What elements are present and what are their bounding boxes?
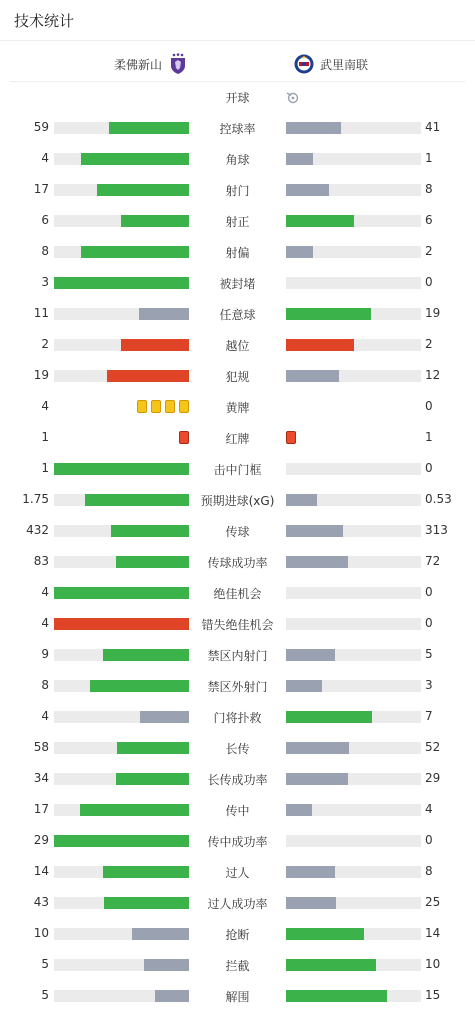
away-value: 0 bbox=[425, 275, 433, 289]
away-bar-fill bbox=[286, 525, 343, 537]
stat-label: 抢断 bbox=[225, 928, 250, 942]
away-bar-track bbox=[286, 804, 421, 816]
away-value: 2 bbox=[425, 244, 433, 258]
away-bar-track bbox=[286, 308, 421, 320]
home-value: 29 bbox=[33, 833, 49, 847]
stat-label: 传球成功率 bbox=[207, 556, 268, 570]
home-bar-fill bbox=[111, 525, 189, 537]
stat-row bbox=[0, 888, 475, 919]
home-bar-fill bbox=[81, 153, 189, 165]
home-value: 34 bbox=[33, 771, 49, 785]
home-value: 17 bbox=[33, 182, 49, 196]
home-bar-fill bbox=[97, 184, 189, 196]
home-bar-fill bbox=[103, 649, 189, 661]
away-bar-track bbox=[286, 649, 421, 661]
away-bar-fill bbox=[286, 990, 387, 1002]
home-bar-track bbox=[54, 246, 189, 258]
stat-row bbox=[0, 981, 475, 1012]
stat-label: 控球率 bbox=[219, 122, 256, 136]
stat-row bbox=[0, 578, 475, 609]
away-bar-track bbox=[286, 680, 421, 692]
stat-row bbox=[0, 485, 475, 516]
home-value: 1.75 bbox=[22, 492, 49, 506]
home-value: 10 bbox=[33, 926, 49, 940]
away-value: 4 bbox=[425, 802, 433, 816]
stat-row bbox=[0, 547, 475, 578]
home-bar-track bbox=[54, 587, 189, 599]
away-bar-track bbox=[286, 122, 421, 134]
home-value: 4 bbox=[41, 709, 49, 723]
away-value: 12 bbox=[425, 368, 441, 382]
away-bar-track bbox=[286, 463, 421, 475]
stat-row bbox=[0, 206, 475, 237]
away-team-badge-icon bbox=[294, 53, 314, 75]
stat-label: 长传成功率 bbox=[207, 773, 268, 787]
title-divider bbox=[0, 40, 475, 41]
away-value: 41 bbox=[425, 120, 441, 134]
home-bar-track bbox=[54, 742, 189, 754]
away-bar-fill bbox=[286, 370, 339, 382]
home-bar-track bbox=[54, 928, 189, 940]
away-value: 52 bbox=[425, 740, 441, 754]
stat-label: 开球 bbox=[225, 91, 250, 105]
home-value: 3 bbox=[41, 275, 49, 289]
home-cards bbox=[179, 431, 189, 444]
yellow-card-icon bbox=[137, 400, 147, 413]
home-bar-fill bbox=[103, 866, 189, 878]
home-value: 1 bbox=[41, 461, 49, 475]
home-value: 58 bbox=[33, 740, 49, 754]
away-value: 0 bbox=[425, 399, 433, 413]
stat-row bbox=[0, 795, 475, 826]
home-bar-fill bbox=[54, 463, 189, 475]
home-bar-fill bbox=[80, 804, 189, 816]
home-value: 17 bbox=[33, 802, 49, 816]
away-bar-track bbox=[286, 990, 421, 1002]
away-team-name: 武里南联 bbox=[320, 57, 369, 72]
home-bar-track bbox=[54, 680, 189, 692]
away-value: 0.53 bbox=[425, 492, 452, 506]
stat-label: 拦截 bbox=[225, 959, 250, 973]
home-bar-fill bbox=[139, 308, 189, 320]
stat-row bbox=[0, 237, 475, 268]
away-bar-track bbox=[286, 928, 421, 940]
home-value: 43 bbox=[33, 895, 49, 909]
away-value: 25 bbox=[425, 895, 441, 909]
home-team-name: 柔佛新山 bbox=[113, 57, 162, 72]
away-bar-fill bbox=[286, 773, 348, 785]
stat-row bbox=[0, 454, 475, 485]
stat-row bbox=[0, 764, 475, 795]
stat-label: 解围 bbox=[225, 990, 250, 1004]
page-title: 技术统计 bbox=[14, 12, 75, 30]
away-bar-fill bbox=[286, 897, 336, 909]
stat-label: 错失绝佳机会 bbox=[201, 618, 274, 632]
away-bar-track bbox=[286, 711, 421, 723]
home-bar-track bbox=[54, 618, 189, 630]
stat-label: 过人成功率 bbox=[207, 897, 268, 911]
stat-row bbox=[0, 175, 475, 206]
away-bar-track bbox=[286, 556, 421, 568]
away-bar-fill bbox=[286, 494, 317, 506]
home-bar-track bbox=[54, 277, 189, 289]
home-value: 4 bbox=[41, 399, 49, 413]
home-cards bbox=[137, 400, 189, 413]
home-bar-fill bbox=[104, 897, 189, 909]
away-value: 29 bbox=[425, 771, 441, 785]
away-bar-track bbox=[286, 370, 421, 382]
home-value: 5 bbox=[41, 988, 49, 1002]
home-bar-track bbox=[54, 959, 189, 971]
away-value: 2 bbox=[425, 337, 433, 351]
home-bar-fill bbox=[116, 556, 189, 568]
home-bar-fill bbox=[144, 959, 189, 971]
home-bar-track bbox=[54, 215, 189, 227]
away-value: 7 bbox=[425, 709, 433, 723]
away-bar-fill bbox=[286, 215, 354, 227]
red-card-icon bbox=[286, 431, 296, 444]
away-bar-track bbox=[286, 525, 421, 537]
home-bar-track bbox=[54, 308, 189, 320]
home-value: 4 bbox=[41, 585, 49, 599]
away-bar-track bbox=[286, 897, 421, 909]
home-bar-track bbox=[54, 556, 189, 568]
away-bar-track bbox=[286, 742, 421, 754]
stat-row bbox=[0, 733, 475, 764]
away-bar-fill bbox=[286, 153, 313, 165]
home-value: 9 bbox=[41, 647, 49, 661]
home-bar-track bbox=[54, 773, 189, 785]
away-value: 1 bbox=[425, 151, 433, 165]
home-bar-fill bbox=[54, 835, 189, 847]
home-bar-fill bbox=[85, 494, 189, 506]
home-value: 4 bbox=[41, 151, 49, 165]
away-value: 3 bbox=[425, 678, 433, 692]
home-value: 83 bbox=[33, 554, 49, 568]
away-bar-track bbox=[286, 153, 421, 165]
home-team[interactable] bbox=[114, 53, 188, 75]
stat-label: 射偏 bbox=[225, 246, 250, 260]
home-bar-fill bbox=[109, 122, 189, 134]
away-bar-track bbox=[286, 618, 421, 630]
home-value: 6 bbox=[41, 213, 49, 227]
away-bar-fill bbox=[286, 711, 372, 723]
home-bar-fill bbox=[121, 339, 189, 351]
stat-row bbox=[0, 144, 475, 175]
stat-row bbox=[0, 392, 475, 423]
away-bar-track bbox=[286, 277, 421, 289]
home-value: 8 bbox=[41, 244, 49, 258]
away-bar-track bbox=[286, 494, 421, 506]
stat-label: 犯规 bbox=[225, 370, 250, 384]
stat-label: 长传 bbox=[225, 742, 250, 756]
home-bar-track bbox=[54, 804, 189, 816]
away-bar-track bbox=[286, 866, 421, 878]
home-bar-fill bbox=[54, 618, 189, 630]
home-bar-fill bbox=[132, 928, 189, 940]
away-value: 8 bbox=[425, 182, 433, 196]
stat-label: 传中 bbox=[225, 804, 250, 818]
stat-row bbox=[0, 640, 475, 671]
stat-label: 射正 bbox=[225, 215, 250, 229]
away-bar-fill bbox=[286, 122, 341, 134]
stat-row bbox=[0, 702, 475, 733]
away-bar-fill bbox=[286, 184, 329, 196]
stat-row bbox=[0, 113, 475, 144]
stat-label: 角球 bbox=[225, 153, 250, 167]
away-value: 10 bbox=[425, 957, 441, 971]
stat-row bbox=[0, 330, 475, 361]
away-bar-fill bbox=[286, 308, 371, 320]
stat-row bbox=[0, 268, 475, 299]
away-value: 14 bbox=[425, 926, 441, 940]
home-bar-track bbox=[54, 649, 189, 661]
home-bar-track bbox=[54, 184, 189, 196]
home-bar-fill bbox=[121, 215, 189, 227]
away-bar-track bbox=[286, 773, 421, 785]
home-bar-fill bbox=[155, 990, 189, 1002]
away-bar-fill bbox=[286, 928, 364, 940]
stat-row bbox=[0, 516, 475, 547]
home-bar-track bbox=[54, 339, 189, 351]
home-bar-track bbox=[54, 897, 189, 909]
away-bar-fill bbox=[286, 959, 376, 971]
away-bar-fill bbox=[286, 246, 313, 258]
stat-label: 绝佳机会 bbox=[213, 587, 262, 601]
home-bar-fill bbox=[117, 742, 189, 754]
stat-label: 预期进球(xG) bbox=[200, 494, 275, 508]
away-bar-fill bbox=[286, 804, 312, 816]
home-bar-track bbox=[54, 711, 189, 723]
away-bar-track bbox=[286, 959, 421, 971]
home-bar-fill bbox=[81, 246, 189, 258]
red-card-icon bbox=[179, 431, 189, 444]
stat-label: 黄牌 bbox=[225, 401, 250, 415]
away-value: 5 bbox=[425, 647, 433, 661]
away-value: 8 bbox=[425, 864, 433, 878]
away-value: 313 bbox=[425, 523, 448, 537]
home-bar-track bbox=[54, 122, 189, 134]
home-bar-fill bbox=[116, 773, 189, 785]
home-value: 1 bbox=[41, 430, 49, 444]
home-value: 2 bbox=[41, 337, 49, 351]
teams-header bbox=[0, 46, 475, 78]
away-team[interactable] bbox=[294, 53, 368, 75]
stat-label: 任意球 bbox=[219, 308, 256, 322]
stat-label: 被封堵 bbox=[219, 277, 256, 291]
away-bar-fill bbox=[286, 339, 354, 351]
yellow-card-icon bbox=[151, 400, 161, 413]
home-bar-fill bbox=[140, 711, 189, 723]
yellow-card-icon bbox=[165, 400, 175, 413]
stat-row bbox=[0, 361, 475, 392]
away-bar-fill bbox=[286, 649, 335, 661]
stat-row bbox=[0, 919, 475, 950]
stat-label: 禁区外射门 bbox=[207, 680, 268, 694]
stat-row bbox=[0, 609, 475, 640]
stat-row bbox=[0, 82, 475, 113]
home-bar-track bbox=[54, 370, 189, 382]
away-bar-track bbox=[286, 835, 421, 847]
away-bar-fill bbox=[286, 680, 322, 692]
home-value: 432 bbox=[26, 523, 49, 537]
away-value: 6 bbox=[425, 213, 433, 227]
away-bar-track bbox=[286, 184, 421, 196]
home-value: 19 bbox=[33, 368, 49, 382]
stat-row bbox=[0, 857, 475, 888]
home-bar-track bbox=[54, 494, 189, 506]
home-value: 4 bbox=[41, 616, 49, 630]
home-bar-fill bbox=[107, 370, 189, 382]
away-bar-track bbox=[286, 339, 421, 351]
away-value: 0 bbox=[425, 585, 433, 599]
home-bar-track bbox=[54, 153, 189, 165]
whistle-icon bbox=[285, 90, 299, 104]
home-bar-fill bbox=[54, 277, 189, 289]
home-bar-track bbox=[54, 463, 189, 475]
away-cards bbox=[286, 431, 296, 444]
home-bar-track bbox=[54, 866, 189, 878]
home-bar-track bbox=[54, 990, 189, 1002]
stat-row bbox=[0, 423, 475, 454]
stat-row bbox=[0, 826, 475, 857]
home-team-badge-icon bbox=[168, 53, 188, 75]
away-bar-fill bbox=[286, 866, 335, 878]
away-value: 72 bbox=[425, 554, 441, 568]
home-bar-track bbox=[54, 525, 189, 537]
home-bar-track bbox=[54, 835, 189, 847]
stat-label: 越位 bbox=[225, 339, 250, 353]
home-bar-fill bbox=[54, 587, 189, 599]
stat-label: 红牌 bbox=[225, 432, 250, 446]
away-value: 1 bbox=[425, 430, 433, 444]
home-value: 14 bbox=[33, 864, 49, 878]
away-bar-fill bbox=[286, 742, 349, 754]
stat-row bbox=[0, 950, 475, 981]
stat-label: 传中成功率 bbox=[207, 835, 268, 849]
away-value: 0 bbox=[425, 461, 433, 475]
away-bar-track bbox=[286, 215, 421, 227]
home-bar-fill bbox=[90, 680, 189, 692]
away-bar-fill bbox=[286, 556, 348, 568]
yellow-card-icon bbox=[179, 400, 189, 413]
home-value: 8 bbox=[41, 678, 49, 692]
away-value: 0 bbox=[425, 616, 433, 630]
stat-row bbox=[0, 299, 475, 330]
home-value: 5 bbox=[41, 957, 49, 971]
home-value: 11 bbox=[33, 306, 49, 320]
stat-label: 射门 bbox=[225, 184, 250, 198]
home-value: 59 bbox=[33, 120, 49, 134]
stat-label: 禁区内射门 bbox=[207, 649, 268, 663]
away-value: 19 bbox=[425, 306, 441, 320]
away-bar-track bbox=[286, 587, 421, 599]
stat-label: 门将扑救 bbox=[213, 711, 262, 725]
stat-label: 传球 bbox=[225, 525, 250, 539]
stat-row bbox=[0, 671, 475, 702]
away-value: 15 bbox=[425, 988, 441, 1002]
stat-label: 过人 bbox=[225, 866, 250, 880]
stat-label: 击中门框 bbox=[213, 463, 262, 477]
away-value: 0 bbox=[425, 833, 433, 847]
away-bar-track bbox=[286, 246, 421, 258]
